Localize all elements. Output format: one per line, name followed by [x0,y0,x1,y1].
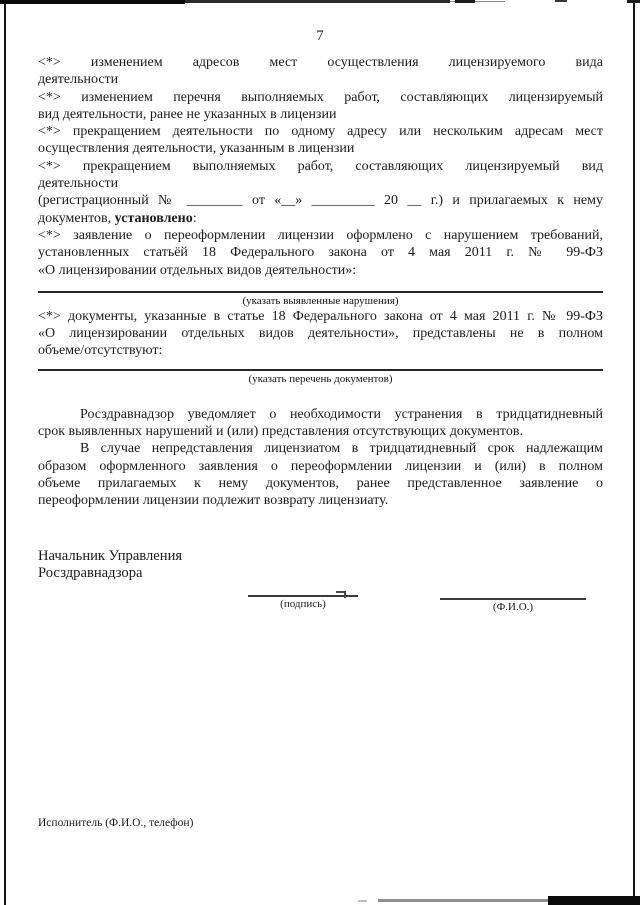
body-line: В случае непредставления лицензиатом в тридцатидневный срок надлежащим [80,441,603,457]
scan-edge-top-bar [0,0,185,4]
body-line: деятельности [38,176,119,192]
body-line: <*> заявление о переоформлении лицензии оформлено с нарушением требований, [38,227,603,243]
body-line: Росздравнадзор уведомляет о необходимости устранения в тридцатидневный [80,406,603,422]
body-line: срок выявленных нарушений и (или) представления отсутствующих документов. [38,424,523,440]
scan-tick-artifact [336,591,346,598]
documents-caption: (указать перечень документов) [248,372,393,385]
body-line: объеме/отсутствуют: [38,343,163,359]
scan-edge-top-dash [455,0,475,3]
body-line: установленных статьёй 18 Федерального закона от 4 мая 2011 г. № 99-ФЗ [38,245,603,261]
body-line: объеме прилагаемых к нему документов, ранее представленное заявление о [38,475,603,491]
body-line: <*> изменением адресов мест осуществления лицензируемого вида [38,55,603,70]
body-line: <*> прекращением выполняемых работ, составляющих лицензируемый вид [38,158,603,174]
body-line: <*> документы, указанные в статье 18 Федерального закона от 4 мая 2011 г. № 99-ФЗ [38,308,603,324]
fio-caption: (Ф.И.О.) [492,601,534,614]
scan-edge-bottom-bar2 [548,896,640,905]
scan-edge-bottom-bar [378,899,550,902]
scan-edge-top-dash [627,0,640,3]
violations-blank-rule [38,291,603,293]
body-line: <*> изменением перечня выполняемых работ, составляющих лицензируемый [38,89,603,105]
scan-edge-top-dash [555,0,567,2]
violations-caption: (указать выявленные нарушения) [242,294,399,307]
signature-caption: (подпись) [280,598,326,611]
body-text: : [192,210,197,226]
body-line-established [38,210,603,227]
body-line: «О лицензировании отдельных видов деятельности»: [38,262,357,278]
page-number: 7 [316,28,324,44]
body-text: документов, [38,210,115,226]
established-bold-text: установлено [114,210,193,226]
document-body [38,54,603,641]
scan-edge-right [633,0,635,905]
body-line: переоформлении лицензии подлежит возврату лицензиату. [38,493,389,509]
signature-row [38,595,603,641]
body-line: осуществления деятельности, указанным в лицензии [38,141,355,157]
documents-blank-rule [38,369,603,371]
scan-edge-bottom-dot [358,900,367,902]
fio-slot [440,598,586,614]
body-line: <*> прекращением деятельности по одному адресу или нескольким адресам мест [38,124,603,140]
registration-blank-line: (регистрационный № ________ от «__» _________ 20 __ г.) и прилагаемых к нему [38,193,603,209]
signatory-title-line: Росздравнадзора [38,564,143,581]
fio-line [440,598,586,600]
body-line: образом оформленного заявления о переоформлении лицензии и (или) в полном [38,458,603,474]
signatory-title-line: Начальник Управления [38,547,183,564]
scan-edge-left [4,0,6,905]
body-line: деятельности [38,72,119,88]
notice-paragraphs [38,406,603,510]
signatory-title [38,548,603,583]
body-line: «О лицензировании отдельных видов деятельности», представлены не в полном [38,326,603,342]
body-line: вид деятельности, ранее не указанных в лицензии [38,106,337,122]
scan-edge-top-bar2 [185,0,450,3]
executor-note: Исполнитель (Ф.И.О., телефон) [38,817,194,829]
